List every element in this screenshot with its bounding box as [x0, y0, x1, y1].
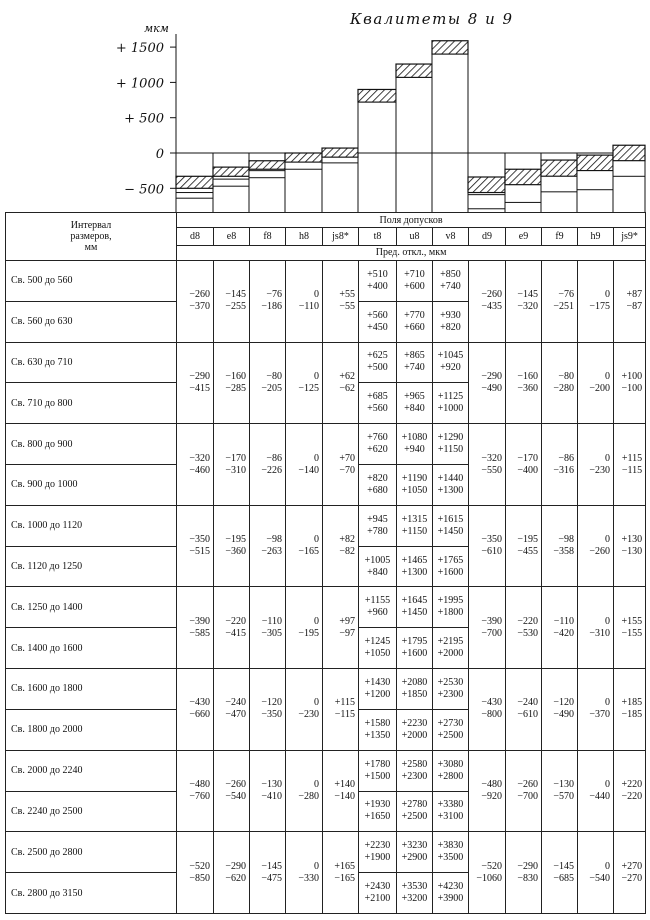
- deviation-cell: −145 −475: [250, 832, 286, 914]
- deviation-cell: −520 −1060: [469, 832, 506, 914]
- row-interval-label: Св. 500 до 560: [6, 260, 177, 301]
- deviation-cell: −170 −400: [506, 424, 542, 506]
- deviation-cell: 0 −260: [578, 505, 614, 587]
- table-row: [6, 832, 646, 873]
- row-interval-label: Св. 630 до 710: [6, 342, 177, 383]
- deviation-cell: −290 −620: [214, 832, 250, 914]
- deviation-cell: −480 −760: [177, 750, 214, 832]
- tolerance-band-f9: [541, 160, 577, 176]
- deviation-cell-u8: +2230 +2000: [397, 709, 433, 750]
- deviation-cell: 0 −230: [286, 669, 323, 751]
- deviation-cell: −320 −550: [469, 424, 506, 506]
- y-tick-label: + 500: [124, 111, 164, 127]
- deviation-cell: +70 −70: [323, 424, 359, 506]
- deviation-cell-t8: +685 +560: [359, 383, 397, 424]
- deviation-cell: 0 −440: [578, 750, 614, 832]
- deviation-cell: +155 −155: [614, 587, 646, 669]
- deviation-cell: −220 −415: [214, 587, 250, 669]
- tolerance-zone-d8: [176, 193, 213, 199]
- deviation-cell: 0 −175: [578, 260, 614, 342]
- deviation-cell: −430 −800: [469, 669, 506, 751]
- deviation-cell-v8: +850 +740: [433, 260, 469, 301]
- deviation-cell-t8: +510 +400: [359, 260, 397, 301]
- deviation-cell: 0 −110: [286, 260, 323, 342]
- tolerance-zone-e9: [505, 185, 541, 203]
- deviation-cell: −145 −255: [214, 260, 250, 342]
- deviation-cell: 0 −200: [578, 342, 614, 424]
- deviation-cell-t8: +1780 +1500: [359, 750, 397, 791]
- deviation-cell-t8: +1430 +1200: [359, 669, 397, 710]
- deviation-cell-u8: +710 +600: [397, 260, 433, 301]
- row-interval-label: Св. 1000 до 1120: [6, 505, 177, 546]
- row-interval-label: Св. 2800 до 3150: [6, 873, 177, 914]
- deviation-cell: −260 −700: [506, 750, 542, 832]
- deviation-cell: −80 −205: [250, 342, 286, 424]
- deviation-cell-t8: +560 +450: [359, 301, 397, 342]
- deviation-cell: −130 −410: [250, 750, 286, 832]
- row-interval-label: Св. 800 до 900: [6, 424, 177, 465]
- tolerance-zone-u8: [396, 77, 432, 153]
- deviation-cell: −240 −610: [506, 669, 542, 751]
- deviation-cell-u8: +1645 +1450: [397, 587, 433, 628]
- deviation-cell: +270 −270: [614, 832, 646, 914]
- deviation-cell-t8: +1005 +840: [359, 546, 397, 587]
- deviation-cell-v8: +3380 +3100: [433, 791, 469, 832]
- deviation-cell-t8: +760 +620: [359, 424, 397, 465]
- field-header: js8*: [323, 228, 359, 245]
- row-interval-label: Св. 2240 до 2500: [6, 791, 177, 832]
- deviation-cell: −145 −685: [542, 832, 578, 914]
- deviation-cell: +100 −100: [614, 342, 646, 424]
- field-header: js9*: [614, 228, 646, 245]
- deviation-cell-u8: +770 +660: [397, 301, 433, 342]
- deviation-cell: −260 −540: [214, 750, 250, 832]
- row-interval-label: Св. 1400 до 1600: [6, 628, 177, 669]
- deviation-cell-v8: +3830 +3500: [433, 832, 469, 873]
- deviation-cell-u8: +2080 +1850: [397, 669, 433, 710]
- deviation-cell-v8: +2730 +2500: [433, 709, 469, 750]
- deviation-cell: −260 −370: [177, 260, 214, 342]
- table-row: [6, 260, 646, 301]
- deviation-cell: +115 −115: [323, 669, 359, 751]
- deviation-cell: −290 −490: [469, 342, 506, 424]
- deviation-cell: −76 −186: [250, 260, 286, 342]
- tolerance-zone-e8: [213, 179, 249, 186]
- deviation-cell: 0 −330: [286, 832, 323, 914]
- tolerance-band-u8: [396, 64, 432, 77]
- deviation-cell-u8: +1465 +1300: [397, 546, 433, 587]
- deviation-cell: −120 −350: [250, 669, 286, 751]
- y-tick-label: + 1500: [115, 41, 164, 57]
- field-header: t8: [359, 228, 397, 245]
- deviation-cell: −170 −310: [214, 424, 250, 506]
- chart-unit: мкм: [144, 22, 169, 35]
- tolerance-zone-v8: [432, 54, 468, 153]
- deviation-cell: −145 −320: [506, 260, 542, 342]
- deviation-cell-u8: +3230 +2900: [397, 832, 433, 873]
- deviation-cell: −86 −226: [250, 424, 286, 506]
- tolerance-band-js8: [322, 148, 358, 157]
- field-header: f8: [250, 228, 286, 245]
- table-row: [6, 424, 646, 465]
- deviation-cell-v8: +1045 +920: [433, 342, 469, 383]
- deviation-cell: −110 −420: [542, 587, 578, 669]
- deviation-cell: +185 −185: [614, 669, 646, 751]
- deviation-cell: +130 −130: [614, 505, 646, 587]
- tolerance-band-e9: [505, 169, 541, 185]
- header-interval: Интервал размеров, мм: [6, 213, 177, 261]
- deviation-cell: 0 −540: [578, 832, 614, 914]
- field-header: d8: [177, 228, 214, 245]
- deviation-cell: −220 −530: [506, 587, 542, 669]
- deviation-cell-v8: +1765 +1600: [433, 546, 469, 587]
- deviation-cell: −120 −490: [542, 669, 578, 751]
- deviation-cell: +82 −82: [323, 505, 359, 587]
- deviation-cell-v8: +4230 +3900: [433, 873, 469, 914]
- field-header: h9: [578, 228, 614, 245]
- deviation-cell-t8: +2430 +2100: [359, 873, 397, 914]
- tolerance-band-h9: [577, 155, 613, 171]
- tolerance-zone-h9: [577, 171, 613, 190]
- deviation-cell-u8: +1315 +1150: [397, 505, 433, 546]
- deviation-cell-t8: +625 +500: [359, 342, 397, 383]
- table-row: [6, 342, 646, 383]
- y-tick-label: + 1000: [115, 76, 164, 92]
- tolerance-band-f8: [249, 161, 285, 169]
- deviation-cell-t8: +1930 +1650: [359, 791, 397, 832]
- deviation-cell: −290 −415: [177, 342, 214, 424]
- deviation-cell: −98 −263: [250, 505, 286, 587]
- deviation-cell-v8: +2195 +2000: [433, 628, 469, 669]
- deviation-cell: +115 −115: [614, 424, 646, 506]
- tolerance-band-e8: [213, 167, 249, 176]
- deviation-cell: −98 −358: [542, 505, 578, 587]
- deviation-cell: −320 −460: [177, 424, 214, 506]
- deviation-cell: −430 −660: [177, 669, 214, 751]
- deviation-cell: +97 −97: [323, 587, 359, 669]
- deviation-cell: +55 −55: [323, 260, 359, 342]
- deviation-cell: 0 −230: [578, 424, 614, 506]
- table-row: [6, 587, 646, 628]
- tolerance-zone-d9: [468, 195, 505, 209]
- tolerance-band-d8: [176, 176, 213, 188]
- deviation-cell-u8: +1080 +940: [397, 424, 433, 465]
- header-fields-title: Поля допусков: [177, 213, 646, 228]
- row-interval-label: Св. 1120 до 1250: [6, 546, 177, 587]
- table-row: [6, 669, 646, 710]
- tolerance-band-h8: [285, 153, 322, 162]
- deviation-cell: 0 −195: [286, 587, 323, 669]
- tolerance-zone-t8: [358, 102, 396, 153]
- deviation-cell-t8: +1155 +960: [359, 587, 397, 628]
- deviation-cell: −86 −316: [542, 424, 578, 506]
- deviation-cell: 0 −165: [286, 505, 323, 587]
- table-row: [6, 505, 646, 546]
- row-interval-label: Св. 1250 до 1400: [6, 587, 177, 628]
- deviation-cell: +87 −87: [614, 260, 646, 342]
- deviation-cell-t8: +945 +780: [359, 505, 397, 546]
- deviation-cell: −350 −610: [469, 505, 506, 587]
- deviation-cell: 0 −140: [286, 424, 323, 506]
- deviation-cell: +140 −140: [323, 750, 359, 832]
- deviation-cell-u8: +865 +740: [397, 342, 433, 383]
- deviation-cell: −130 −570: [542, 750, 578, 832]
- deviation-cell: −390 −700: [469, 587, 506, 669]
- deviation-cell: −195 −360: [214, 505, 250, 587]
- deviation-cell-u8: +1190 +1050: [397, 465, 433, 506]
- row-interval-label: Св. 2000 до 2240: [6, 750, 177, 791]
- field-header: v8: [433, 228, 469, 245]
- field-header: f9: [542, 228, 578, 245]
- deviation-cell: 0 −310: [578, 587, 614, 669]
- deviation-cell: 0 −280: [286, 750, 323, 832]
- deviation-cell-t8: +820 +680: [359, 465, 397, 506]
- deviation-cell-v8: +1440 +1300: [433, 465, 469, 506]
- tolerance-band-v8: [432, 41, 468, 54]
- deviation-cell: −260 −435: [469, 260, 506, 342]
- chart-title: Квалитеты 8 и 9: [350, 10, 514, 28]
- deviation-cell-u8: +2780 +2500: [397, 791, 433, 832]
- field-header: h8: [286, 228, 323, 245]
- field-header: e9: [506, 228, 542, 245]
- deviation-cell-v8: +1290 +1150: [433, 424, 469, 465]
- deviation-cell-v8: +1125 +1000: [433, 383, 469, 424]
- deviation-cell: −390 −585: [177, 587, 214, 669]
- tolerance-zone-js8: [322, 157, 358, 163]
- deviation-cell: +165 −165: [323, 832, 359, 914]
- deviation-cell: −520 −850: [177, 832, 214, 914]
- tolerance-band-d9: [468, 177, 505, 193]
- deviation-cell: 0 −370: [578, 669, 614, 751]
- field-header: e8: [214, 228, 250, 245]
- deviation-cell-v8: +1615 +1450: [433, 505, 469, 546]
- deviation-cell-u8: +965 +840: [397, 383, 433, 424]
- deviation-cell-t8: +1580 +1350: [359, 709, 397, 750]
- row-interval-label: Св. 560 до 630: [6, 301, 177, 342]
- deviation-cell: −240 −470: [214, 669, 250, 751]
- tolerance-zone-f8: [249, 171, 285, 178]
- row-interval-label: Св. 710 до 800: [6, 383, 177, 424]
- deviation-cell-v8: +930 +820: [433, 301, 469, 342]
- row-interval-label: Св. 2500 до 2800: [6, 832, 177, 873]
- y-tick-label: − 500: [124, 182, 164, 198]
- deviation-cell-v8: +3080 +2800: [433, 750, 469, 791]
- tolerance-chart: [0, 0, 650, 212]
- deviation-cell-u8: +3530 +3200: [397, 873, 433, 914]
- tolerance-band-t8: [358, 89, 396, 102]
- field-header: u8: [397, 228, 433, 245]
- row-interval-label: Св. 1600 до 1800: [6, 669, 177, 710]
- table-row: [6, 750, 646, 791]
- deviation-cell: −110 −305: [250, 587, 286, 669]
- deviation-cell: −480 −920: [469, 750, 506, 832]
- deviation-cell: −195 −455: [506, 505, 542, 587]
- deviation-cell-t8: +2230 +1900: [359, 832, 397, 873]
- row-interval-label: Св. 900 до 1000: [6, 465, 177, 506]
- deviation-cell: −160 −360: [506, 342, 542, 424]
- deviation-cell-v8: +2530 +2300: [433, 669, 469, 710]
- deviation-cell: −350 −515: [177, 505, 214, 587]
- tolerance-zone-f9: [541, 176, 577, 192]
- deviation-cell: −76 −251: [542, 260, 578, 342]
- deviation-cell: 0 −125: [286, 342, 323, 424]
- deviation-cell-t8: +1245 +1050: [359, 628, 397, 669]
- deviation-cell: −160 −285: [214, 342, 250, 424]
- tolerance-band-js9: [613, 145, 645, 161]
- tolerance-zone-js9: [613, 161, 645, 177]
- deviation-cell: −290 −830: [506, 832, 542, 914]
- y-tick-label: 0: [155, 147, 164, 162]
- deviation-cell: +62 −62: [323, 342, 359, 424]
- field-header: d9: [469, 228, 506, 245]
- deviation-cell: −80 −280: [542, 342, 578, 424]
- header-units: Пред. откл., мкм: [177, 245, 646, 260]
- tolerance-zone-h8: [285, 162, 322, 169]
- deviation-cell-v8: +1995 +1800: [433, 587, 469, 628]
- row-interval-label: Св. 1800 до 2000: [6, 709, 177, 750]
- tolerance-table: [5, 212, 646, 914]
- deviation-cell-u8: +1795 +1600: [397, 628, 433, 669]
- deviation-cell: +220 −220: [614, 750, 646, 832]
- deviation-cell-u8: +2580 +2300: [397, 750, 433, 791]
